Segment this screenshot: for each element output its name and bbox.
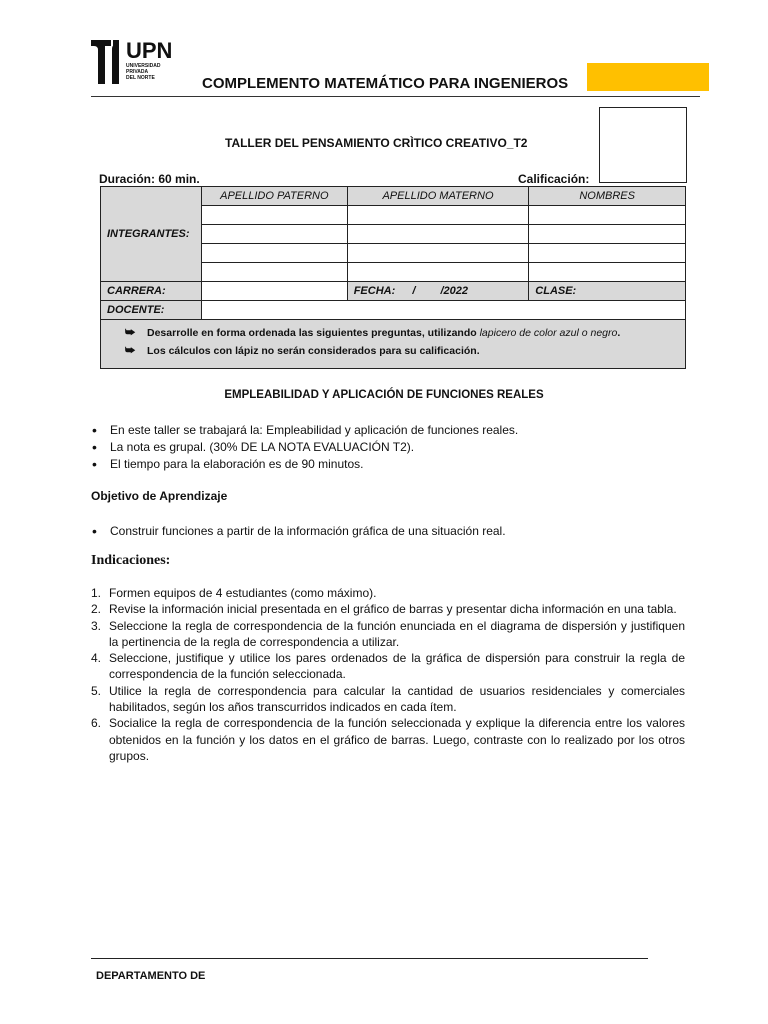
member-maternal-field[interactable] [347, 244, 529, 263]
list-item: • Construir funciones a partir de la información gráfica de una situación real. [92, 523, 692, 540]
member-names-field[interactable] [529, 263, 686, 282]
column-header: NOMBRES [529, 187, 686, 206]
header-divider [91, 96, 700, 97]
instruction-line: ⮩ Desarrolle en forma ordenada las siguientes preguntas, utilizando lapicero de color azul o negro. [125, 326, 621, 339]
objective-list [92, 523, 692, 540]
arrow-icon: ⮩ [125, 344, 136, 357]
teacher-label-cell [101, 301, 202, 320]
instruction-line: ⮩ Los cálculos con lápiz no serán considerados para su calificación. [125, 344, 480, 357]
column-header: APELLIDO MATERNO [347, 187, 529, 206]
list-item: • El tiempo para la elaboración es de 90 minutos. [92, 456, 692, 473]
step-item: 2. Revise la información inicial presentada en el gráfico de barras y presentar dicha información en una tabla. [91, 602, 677, 617]
member-names-field[interactable] [529, 244, 686, 263]
members-label-cell [101, 187, 202, 282]
list-item: • En este taller se trabajará la: Empleabilidad y aplicación de funciones reales. [92, 422, 692, 439]
member-maternal-field[interactable] [347, 263, 529, 282]
career-label: CARRERA: [107, 285, 166, 297]
step-item: 3. Seleccione la regla de correspondencia de la función enunciada en el diagrama de dispersión y justifiquen la pertinencia de la regla de correspondencia a utilizar. [91, 618, 685, 649]
grade-label: Calificación: [518, 172, 590, 186]
indications-title: Indicaciones: [91, 553, 171, 568]
member-paternal-field[interactable] [201, 225, 347, 244]
date-label: FECHA: [353, 285, 396, 297]
objective-title: Objetivo de Aprendizaje [91, 489, 228, 503]
date-year: /2022 [440, 285, 468, 297]
footer-divider [91, 958, 648, 959]
step-item: 4. Seleccione, justifique y utilice los pares ordenados de la gráfica de dispersión para construir la regla de correspondencia de la función seleccionada. [91, 651, 685, 682]
member-paternal-field[interactable] [201, 206, 347, 225]
career-field[interactable] [201, 282, 347, 301]
list-item: • La nota es grupal. (30% DE LA NOTA EVALUACIÓN T2). [92, 439, 692, 456]
accent-bar [587, 63, 709, 91]
duration-label: Duración: 60 min. [99, 172, 200, 186]
student-info-table [100, 186, 686, 369]
instructions-box [101, 320, 686, 369]
step-item: 5. Utilice la regla de correspondencia para calcular la cantidad de usuarios residenciales y comerciales habilitados, según los años transcurridos indicados en cada ítem. [91, 683, 685, 715]
member-names-field[interactable] [529, 206, 686, 225]
member-maternal-field[interactable] [347, 206, 529, 225]
member-maternal-field[interactable] [347, 225, 529, 244]
logo-text: UPN [126, 38, 173, 63]
teacher-field[interactable] [201, 301, 685, 320]
career-label-cell [101, 282, 202, 301]
step-item: 6. Socialice la regla de correspondencia de la función seleccionada y explique la diferencia entre los valores obtenidos en la función y los datos en el gráfico de barras. Luego, contraste con lo realizado por los otros grupos. [91, 716, 685, 763]
member-paternal-field[interactable] [201, 244, 347, 263]
logo-subtitle: UNIVERSIDAD PRIVADA DEL NORTE [126, 63, 161, 81]
arrow-icon: ⮩ [125, 326, 136, 339]
class-cell[interactable] [529, 282, 686, 301]
member-paternal-field[interactable] [201, 263, 347, 282]
course-title: COMPLEMENTO MATEMÁTICO PARA INGENIEROS [202, 75, 569, 92]
grade-box[interactable] [599, 107, 687, 183]
teacher-label: DOCENTE: [107, 304, 165, 316]
section-title: EMPLEABILIDAD Y APLICACIÓN DE FUNCIONES REALES [224, 389, 544, 401]
step-item: 1. Formen equipos de 4 estudiantes (como máximo). [91, 586, 377, 600]
worksheet-title: TALLER DEL PENSAMIENTO CRÌTICO CREATIVO_T2 [225, 136, 528, 150]
members-label: INTEGRANTES: [107, 228, 190, 240]
footer-text: DEPARTAMENTO DE [96, 970, 206, 982]
steps-list [91, 585, 685, 764]
column-header: APELLIDO PATERNO [201, 187, 347, 206]
date-cell[interactable] [347, 282, 529, 301]
member-names-field[interactable] [529, 225, 686, 244]
intro-list [92, 422, 692, 473]
upn-logo-icon [91, 40, 123, 84]
date-slash: / [412, 285, 416, 297]
class-label: CLASE: [535, 285, 577, 297]
